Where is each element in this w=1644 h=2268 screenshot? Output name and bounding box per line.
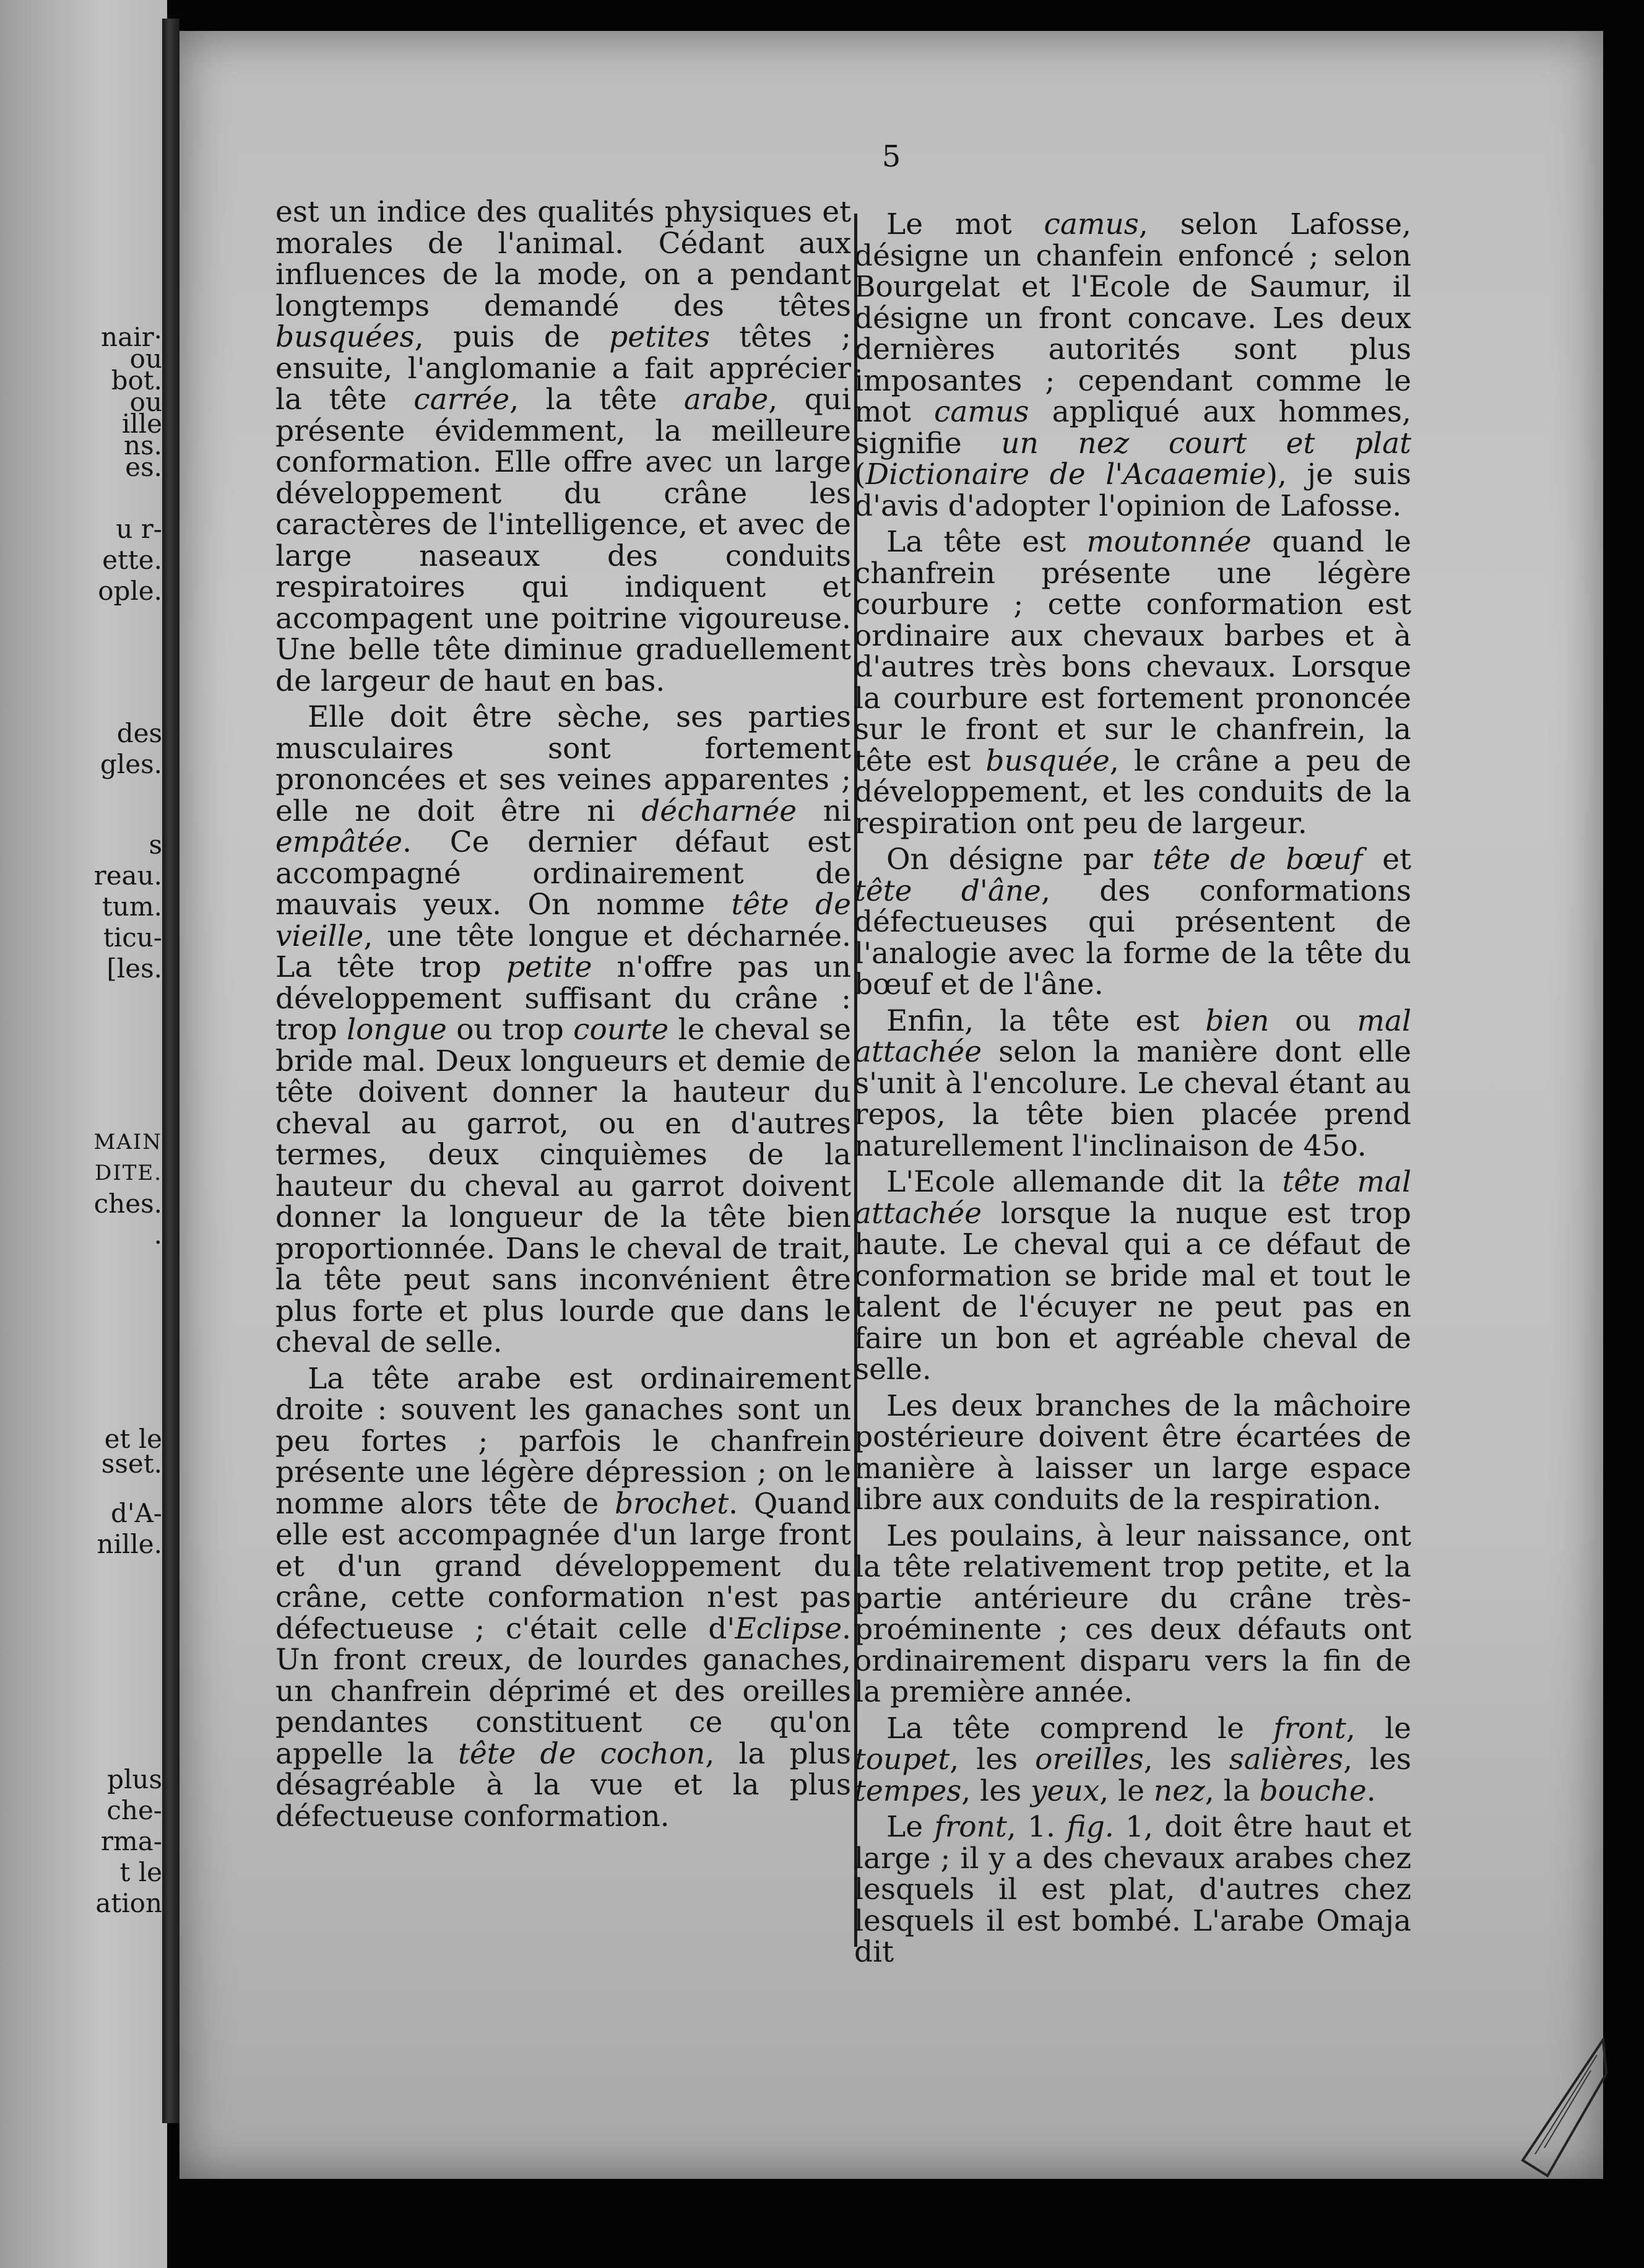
facing-page-fragment-line: ation [95,1888,162,1918]
book-gutter [162,19,180,2123]
facing-page-fragment-line: bot. [111,365,162,396]
book-page [180,31,1603,2179]
right-text-column [829,209,1603,1973]
paragraph: La tête est moutonnée quand le chanfrein présente une légère courbure ; cette conformation est ordinaire aux chevaux barbes et à d'autres très bons chevaux. Lorsque la courbure est fortement prononcée sur le front et sur le chanfrein, la tête est busquée, le crâne a peu de développement, et les conduits de la respiration ont peu de largeur. [854,525,1411,841]
paragraph: est un indice des qualités physiques et morales de l'animal. Cédant aux influences de la mode, on a pendant longtemps demandé des têtes busquées, puis de petites têtes ; ensuite, l'anglomanie a fait apprécier la tête carrée, la tête arabe, qui présente évidemment, la meilleure conformation. Elle offre avec un large développement du crâne les caractères de l'intelligence, et avec de large naseaux des conduits respiratoires qui indiquent et accompagent une poitrine vigoureuse. Une belle tête diminue graduellement de largeur de haut en bas. [275,195,851,698]
facing-page-fragment-line: [les. [106,953,162,984]
facing-page-fragment-line: d'A- [111,1498,162,1528]
facing-page-fragment-line: che- [106,1795,162,1825]
facing-page-fragment-line: nille. [97,1529,162,1559]
facing-page-fragment-line: u r- [116,514,162,544]
facing-page-fragment-line: DITE. [95,1161,162,1185]
facing-page-fragment-line: des [116,718,162,748]
facing-page-fragment-line: ches. [93,1188,162,1219]
folded-corner-mark [1510,2036,1609,2179]
facing-page-fragment-line: tum. [102,891,162,922]
facing-page-fragment-line: ille [121,409,162,439]
paragraph: Enfin, la tête est bien ou mal attachée selon la manière dont elle s'unit à l'encolure. Le cheval étant au repos, la tête bien placée prend naturellement l'inclinaison de 45o. [854,1003,1411,1163]
paragraph: L'Ecole allemande dit la tête mal attachée lorsque la nuque est trop haute. Le cheval qui a ce défaut de conformation se bride mal et tout le talent de l'écuyer ne peut pas en faire un bon et agréable cheval de selle. [854,1165,1411,1387]
facing-page-fragment-line: . [154,1219,162,1250]
facing-page-fragment-line: sset. [101,1448,162,1479]
paragraph: La tête comprend le front, le toupet, les oreilles, les salières, les tempes, les yeux, le nez, la bouche. [854,1711,1412,1808]
facing-page-fragment-line: es. [125,452,162,482]
facing-page-fragment-line: ticu- [103,922,162,953]
left-text-column [275,197,851,1930]
paragraph: La tête arabe est ordinairement droite : souvent les ganaches sont un peu fortes ; parfois le chanfrein présente une légère dépression ; on le nomme alors tête de brochet. Quand elle est accompagnée d'un large front et d'un grand développement du crâne, cette conformation n'est pas défectueuse ; c'était celle d'Eclipse. Un front creux, de lourdes ganaches, un chanfrein déprimé et des oreilles pendantes constituent ce qu'on appelle la tête de cochon, la plus désagréable à la vue et la plus défectueuse conformation. [275,1361,852,1833]
facing-page-fragment-line: plus [107,1764,162,1794]
facing-page-fragment-line: et le [104,1424,162,1454]
facing-page-fragment-line: MAIN [93,1130,162,1154]
facing-page-fragment-line: ou [129,387,162,417]
facing-page-fragment-line: rma- [100,1826,162,1856]
facing-page-fragment-line: ette. [102,545,162,575]
facing-page-fragment-line: ople. [98,576,162,606]
page-number: 5 [881,139,901,174]
facing-page-fragment-line: t le [119,1857,162,1887]
facing-page-fragment-line: ns. [124,430,162,461]
paragraph: Le front, 1. fig. 1, doit être haut et large ; il y a des chevaux arabes chez lesquels il est plat, d'autres chez lesquels il est bombé. L'arabe Omaja dit [854,1810,1412,1969]
facing-page-fragment-line: reau. [93,860,162,891]
facing-page-fragment-line: gles. [100,749,162,779]
paragraph: Les poulains, à leur naissance, ont la tête relativement trop petite, et la partie antérieure du crâne très-proéminente ; ces deux défauts ont ordinairement disparu vers la fin de la première année. [854,1518,1411,1709]
paragraph: Elle doit être sèche, ses parties musculaires sont fortement prononcées et ses veines apparentes ; elle ne doit être ni décharnée ni empâtée. Ce dernier défaut est accompagné ordinairement de mauvais yeux. On nomme tête de vieille, une tête longue et décharnée. La tête trop petite n'offre pas un développement suffisant du crâne : trop longue ou trop courte le cheval se bride mal. Deux longueurs et demie de tête doivent donner la hauteur du cheval au garrot, ou en d'autres termes, deux cinquièmes de la hauteur du cheval au garrot doivent donner la longueur de la tête bien proportionnée. Dans le cheval de trait, la tête peut sans inconvénient être plus forte et plus lourde que dans le cheval de selle. [275,700,851,1359]
facing-page-fragment [0,0,167,2268]
paragraph: Le mot camus, selon Lafosse, désigne un chanfein enfoncé ; selon Bourgelat et l'Ecole de Saumur, il désigne un front concave. Les deux dernières autorités sont plus imposantes ; cependant comme le mot camus appliqué aux hommes, signifie un nez court et plat (Dictionaire de l'Acaaemie), je suis d'avis d'adopter l'opinion de Lafosse. [854,207,1411,523]
right-text-column-body [854,209,1411,1968]
facing-page-fragment-line: ou [129,344,162,374]
facing-page-fragment-line: s [149,829,162,860]
paragraph: On désigne par tête de bœuf et tête d'âne, des conformations défectueuses qui présentent de l'analogie avec la forme de la tête du bœuf et de l'âne. [854,842,1411,1002]
paragraph: Les deux branches de la mâchoire postérieure doivent être écartées de manière à laisser un large espace libre aux conduits de la respiration. [854,1388,1411,1517]
facing-page-fragment-line: nair· [101,322,162,352]
